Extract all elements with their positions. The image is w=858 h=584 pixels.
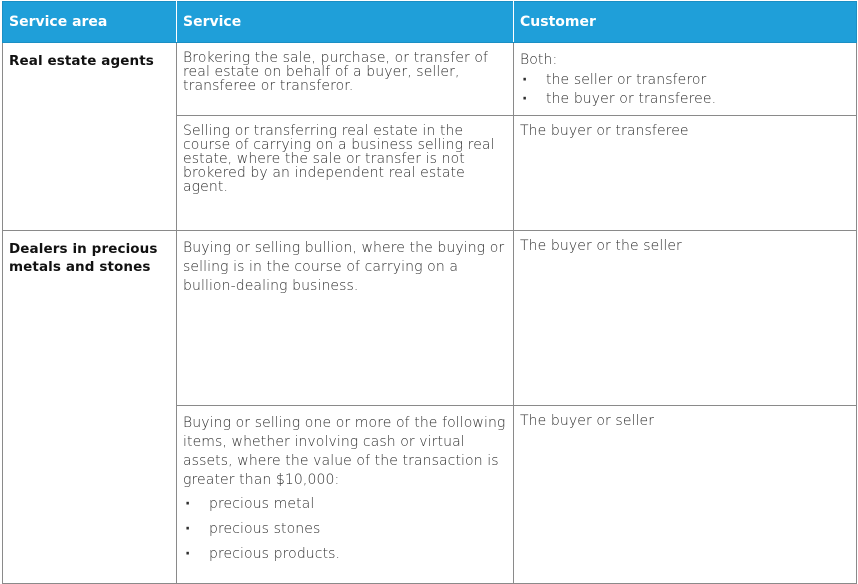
customer-intro: Both:	[520, 52, 558, 68]
list-item: · the seller or transferor	[520, 71, 850, 90]
customer-cell	[514, 43, 857, 116]
table-row	[3, 231, 857, 406]
list-item: · precious products.	[183, 542, 507, 567]
service-cell	[177, 406, 514, 584]
service-cell: Buying or selling bullion, where the buying or selling is in the course of carrying on a bullion-dealing business.	[177, 231, 514, 406]
service-list	[183, 492, 507, 567]
service-text: Buying or selling one or more of the following items, whether involving cash or virtual assets, where the value of the transaction is greater than $10,000:	[183, 415, 506, 488]
table-row	[3, 116, 857, 231]
customer-cell: The buyer or the seller	[514, 231, 857, 406]
list-item: · precious stones	[183, 517, 507, 542]
service-area-cell: Real estate agents	[3, 43, 177, 116]
list-item: · precious metal	[183, 492, 507, 517]
customer-cell: The buyer or transferee	[514, 116, 857, 231]
service-cell: Brokering the sale, purchase, or transfer of real estate on behalf of a buyer, seller, transferee or transferor.	[177, 43, 514, 116]
header-service-area: Service area	[3, 2, 177, 43]
table-row	[3, 406, 857, 584]
list-item: · the buyer or transferee.	[520, 90, 850, 109]
service-area-cell: Dealers in precious metals and stones	[3, 231, 177, 406]
customer-list	[520, 71, 850, 109]
service-cell: Selling or transferring real estate in the course of carrying on a business selling real estate, where the sale or transfer is not brokered by an independent real estate agent.	[177, 116, 514, 231]
service-area-cell	[3, 406, 177, 584]
customer-cell: The buyer or seller	[514, 406, 857, 584]
service-customer-table	[2, 1, 857, 584]
header-service: Service	[177, 2, 514, 43]
header-row	[3, 2, 857, 43]
header-customer: Customer	[514, 2, 857, 43]
service-area-cell	[3, 116, 177, 231]
table-row	[3, 43, 857, 116]
